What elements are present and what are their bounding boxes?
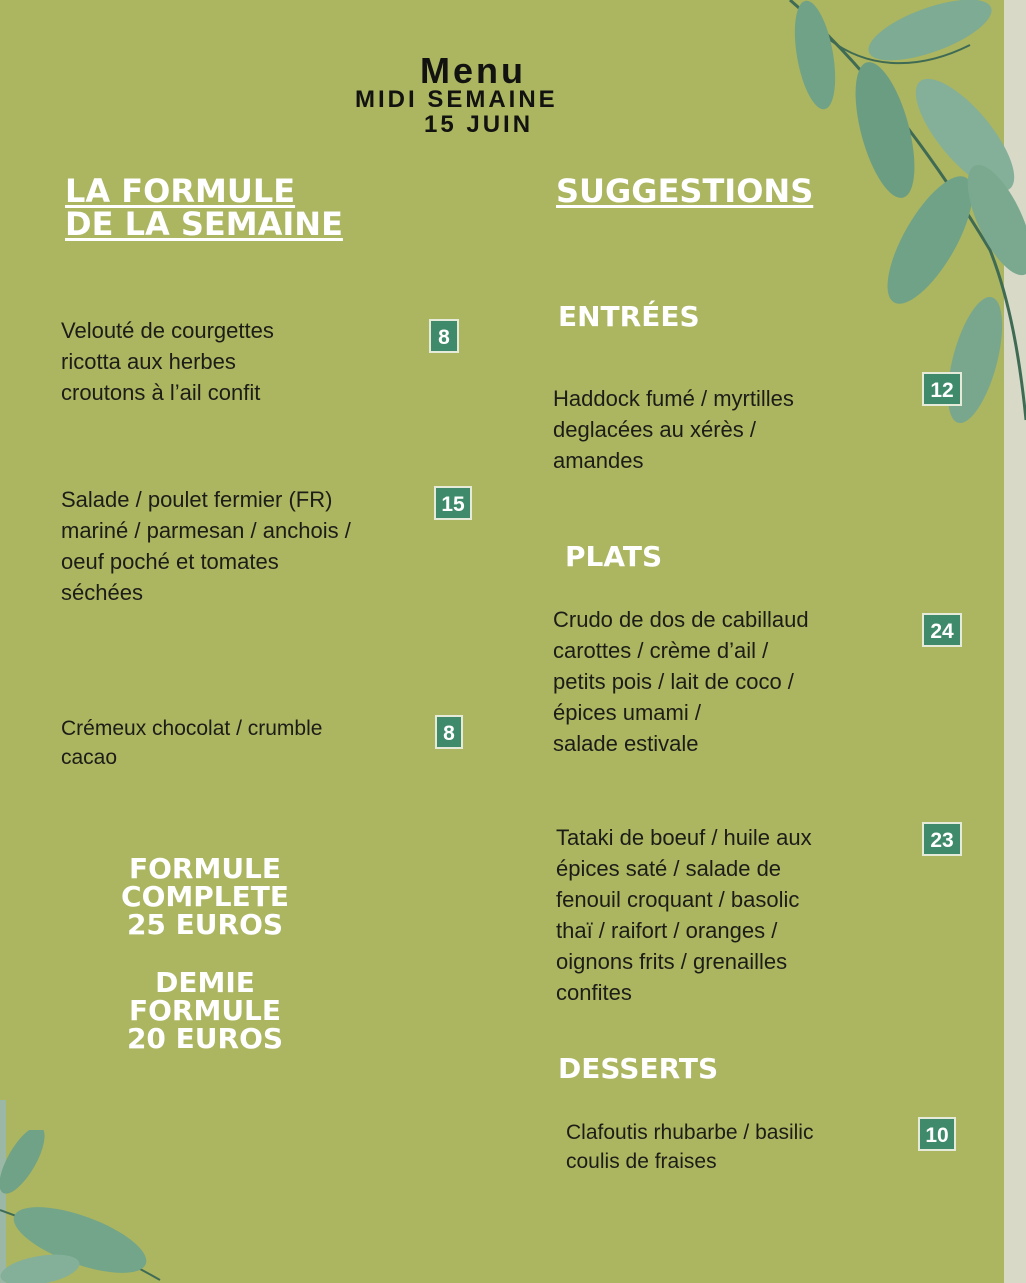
item-line: croutons à l’ail confit <box>61 380 261 405</box>
plat-item <box>556 822 812 1008</box>
item-line: deglacées au xérès / <box>553 417 757 442</box>
formule-heading-line1: LA FORMULE <box>65 172 296 210</box>
price-badge: 15 <box>434 486 472 520</box>
suggestions-heading: SUGGESTIONS <box>556 172 814 210</box>
item-line: séchées <box>61 580 143 605</box>
item-line: coulis de fraises <box>566 1150 717 1173</box>
item-line: épices saté / salade de <box>556 856 782 881</box>
item-line: cacao <box>61 746 118 769</box>
item-line: Crémeux chocolat / crumble <box>61 717 323 740</box>
item-line: Velouté de courgettes <box>61 318 274 343</box>
price-badge: 23 <box>922 822 962 856</box>
formule-item-starter <box>61 315 274 408</box>
item-line: thaï / raifort / oranges / <box>556 918 778 943</box>
item-line: fenouil croquant / basolic <box>556 887 800 912</box>
item-line: Clafoutis rhubarbe / basilic <box>566 1121 814 1144</box>
formule-heading-line2: DE LA SEMAINE <box>65 205 343 243</box>
menu-subtitle: MIDI SEMAINE <box>355 86 558 113</box>
plat-item <box>553 604 809 759</box>
item-line: Crudo de dos de cabillaud <box>553 607 809 632</box>
formule-line: 20 EUROS <box>126 1022 284 1055</box>
formule-item-main <box>61 484 351 608</box>
formule-heading <box>65 172 343 243</box>
formule-line: FORMULE <box>128 852 282 885</box>
price-badge: 10 <box>918 1117 956 1151</box>
formule-line: FORMULE <box>128 994 282 1027</box>
item-line: Salade / poulet fermier (FR) <box>61 487 333 512</box>
item-line: Tataki de boeuf / huile aux <box>556 825 812 850</box>
item-line: oignons frits / grenailles <box>556 949 788 974</box>
desserts-label: DESSERTS <box>558 1052 719 1085</box>
menu-date: 15 JUIN <box>424 111 534 138</box>
leaf-branch-top-right-icon <box>770 0 1026 440</box>
price-badge: 24 <box>922 613 962 647</box>
formule-line: 25 EUROS <box>126 908 284 941</box>
item-line: petits pois / lait de coco / <box>553 669 794 694</box>
entree-item <box>553 383 794 476</box>
item-line: carottes / crème d’ail / <box>553 638 769 663</box>
item-line: épices umami / <box>553 700 701 725</box>
formule-complete <box>95 852 315 941</box>
item-line: Haddock fumé / myrtilles <box>553 386 794 411</box>
item-line: amandes <box>553 448 644 473</box>
formule-line: DEMIE <box>155 966 255 999</box>
price-badge: 12 <box>922 372 962 406</box>
item-line: oeuf poché et tomates <box>61 549 279 574</box>
menu-title: Menu <box>420 50 526 91</box>
price-badge: 8 <box>435 715 463 749</box>
formule-demie <box>95 966 315 1055</box>
formule-line: COMPLETE <box>121 880 289 913</box>
price-badge: 8 <box>429 319 459 353</box>
formule-item-dessert <box>61 714 322 772</box>
plats-label: PLATS <box>565 540 663 573</box>
leaf-branch-bottom-left-icon <box>0 1130 170 1283</box>
dessert-item <box>566 1118 813 1176</box>
item-line: confites <box>556 980 632 1005</box>
item-line: ricotta aux herbes <box>61 349 236 374</box>
item-line: salade estivale <box>553 731 699 756</box>
entrees-label: ENTRÉES <box>558 300 700 333</box>
item-line: mariné / parmesan / anchois / <box>61 518 351 543</box>
